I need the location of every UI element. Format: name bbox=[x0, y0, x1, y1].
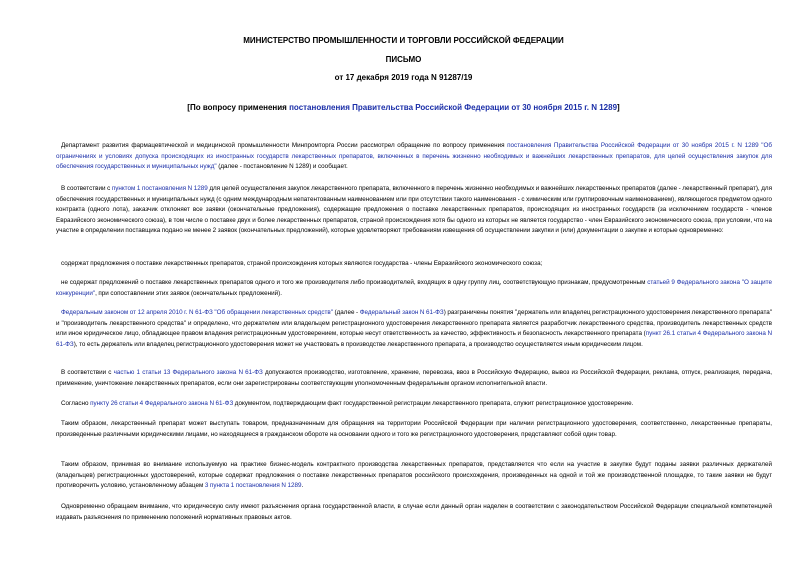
ministry-title: МИНИСТЕРСТВО ПРОМЫШЛЕННОСТИ И ТОРГОВЛИ РОССИЙСКОЙ ФЕДЕРАЦИИ bbox=[243, 36, 564, 45]
paragraph-5 bbox=[56, 308, 772, 350]
paragraph-text: Одновременно обращаем внимание, что юридическую силу имеют разъяснения органа государственной власти, в случае если данный орган наделен в соответствии с законодательством Российской Федерации специальной компетенцией издавать разъяснения по применению положений нормативных правовых актов. bbox=[56, 503, 772, 521]
document-type: ПИСЬМО bbox=[385, 55, 422, 64]
document-date: от 17 декабря 2019 года N 91287/19 bbox=[334, 73, 473, 82]
doc-link[interactable]: пунктом 1 постановления N 1289 bbox=[111, 185, 208, 192]
paragraph-text: . bbox=[301, 482, 304, 490]
paragraph-text: Департамент развития фармацевтической и медицинской промышленности Минпромторга России рассмотрел обращение по вопросу применения bbox=[61, 142, 508, 149]
paragraph-text: , при сопоставлении этих заявок (окончательных предложений). bbox=[95, 289, 282, 297]
paragraph-text: ) разграничены понятия "держатель или владелец регистрационного удостоверения лекарственного препарата" и "производитель лекарственного средства" и определено, что держателем или владельцем регистрационного удостоверения лекарственного препарата является разработчик лекарственного средства, производитель лекарственных средств или иное юридическое лицо, обладающее правом владения регистрационным удостоверением, которые несут ответственность за качество, эффективность и безопасность лекарственного препарата ( bbox=[56, 309, 772, 338]
paragraph-10 bbox=[56, 502, 772, 523]
paragraph-2 bbox=[56, 184, 772, 237]
document-subject bbox=[0, 103, 807, 113]
paragraph-text: допускаются производство, изготовление, хранение, перевозка, ввоз в Российскую Федерацию, вывоз из Российской Федерации, реклама, отпуск, реализация, передача, применение, уничтожение лекарственных препаратов, если они зарегистрированы соответствующим уполномоченным федеральным органом исполнительной власти. bbox=[56, 369, 773, 387]
paragraph-8 bbox=[56, 419, 772, 440]
paragraph-text: (далее - постановление N 1289) и сообщает. bbox=[216, 163, 348, 171]
paragraph-text: Таким образом, принимая во внимание используемую на практике бизнес-модель контрактного производства лекарственных препаратов, представляется что если на участие в закупке будут поданы заявки различных держателей (владельцев) регистрационных удостоверений, которые содержат предложения о поставке лекарственных препаратов российского происхождения, произведенных на одной и той же производственной площадке, то такие заявки не будут противоречить условию, установленному абзацем bbox=[56, 461, 772, 490]
paragraph-text: не содержат предложений о поставке лекарственных препаратов одного и того же производителя либо производителей, входящих в одну группу лиц, соответствующую признакам, предусмотренным bbox=[61, 279, 648, 286]
paragraph-text: В соответствии с bbox=[61, 185, 112, 192]
paragraph-6 bbox=[56, 368, 772, 389]
doc-link[interactable]: постановления Правительства Российской Федерации от 30 ноября 2015 г. N 1289 "Об ограничениях и условиях допуска происходящих из иностранных государств лекарственных препаратов, включенных в перечень жизненно необходимых и важнейших лекарственных препаратов, для целей осуществления закупок для обеспечения государственных и муниципальных нужд" bbox=[56, 142, 772, 171]
doc-link[interactable]: Федеральный закон N 61-ФЗ bbox=[359, 309, 444, 316]
doc-link[interactable]: статьей 9 Федерального закона "О защите конкуренции" bbox=[56, 279, 772, 297]
paragraph-1 bbox=[56, 141, 772, 173]
paragraph-text: документом, подтверждающим факт государственной регистрации лекарственного препарата, служит регистрационное удостоверение. bbox=[233, 400, 634, 407]
doc-link[interactable]: пункту 26 статьи 4 Федерального закона N 61-ФЗ bbox=[90, 400, 234, 407]
paragraph-text: Таким образом, лекарственный препарат может выступать товаром, предназначенным для обращения на территории Российской Федерации при наличии регистрационного удостоверения, соответственно, лекарственные препараты, произведенные различными юридическими лицами, но находящиеся в гражданском обороте на основании одного и того же регистрационного удостоверения, представляют собой один товар. bbox=[56, 420, 772, 438]
paragraph-text: ), то есть держатель или владелец регистрационного удостоверения может не участвовать в производстве лекарственного препарата, а производство осуществляется иным юридическим лицом. bbox=[73, 340, 643, 348]
paragraph-text: Согласно bbox=[61, 400, 91, 407]
paragraph-7 bbox=[56, 399, 772, 410]
paragraph-3 bbox=[56, 259, 772, 270]
doc-link[interactable]: пункт 26.1 статьи 4 Федерального закона N 61-ФЗ bbox=[56, 330, 772, 348]
paragraph-text: (далее - bbox=[332, 309, 360, 316]
subject-suffix: ] bbox=[617, 103, 620, 112]
subject-prefix: [По вопросу применения bbox=[187, 103, 290, 112]
doc-link[interactable]: частью 1 статьи 13 Федерального закона N 61-ФЗ bbox=[113, 369, 263, 376]
paragraph-9 bbox=[56, 460, 772, 492]
subject-link[interactable]: постановления Правительства Российской Федерации от 30 ноября 2015 г. N 1289 bbox=[289, 103, 618, 112]
paragraph-4 bbox=[56, 278, 772, 299]
doc-link[interactable]: 3 пункта 1 постановления N 1289 bbox=[204, 482, 302, 490]
paragraph-text: В соответствии с bbox=[61, 369, 114, 376]
paragraph-text: содержат предложения о поставке лекарственных препаратов, страной происхождения которых являются государства - члены Евразийского экономического союза; bbox=[61, 260, 543, 267]
doc-link[interactable]: Федеральным законом от 12 апреля 2010 г. N 61-ФЗ "Об обращении лекарственных средств" bbox=[61, 309, 333, 316]
paragraph-text: для целей осуществления закупок лекарственного препарата, включенного в перечень жизненно необходимых и важнейших лекарственных препаратов (далее - лекарственный препарат), для обеспечения государственных и муниципальных нужд (с одним международным непатентованным наименованием или при отсутствии такого наименования - с химическим или группировочным наименованием), являющегося предметом одного контракта (одного лота), заказчик отклоняет все заявки (окончательные предложения), содержащие предложения о поставке лекарственных препаратов, происходящих из иностранных государств (за исключением государств - членов Евразийского экономического союза), в том числе о поставке двух и более лекарственных препаратов, страной происхождения хотя бы одного из которых не является государство - член Евразийского экономического союза, при условии, что на участие в определении поставщика подано не менее 2 заявок (окончательных предложений), которые удовлетворяют требованиям извещения об осуществлении закупки и (или) документации о закупке и которые одновременно: bbox=[56, 185, 772, 235]
